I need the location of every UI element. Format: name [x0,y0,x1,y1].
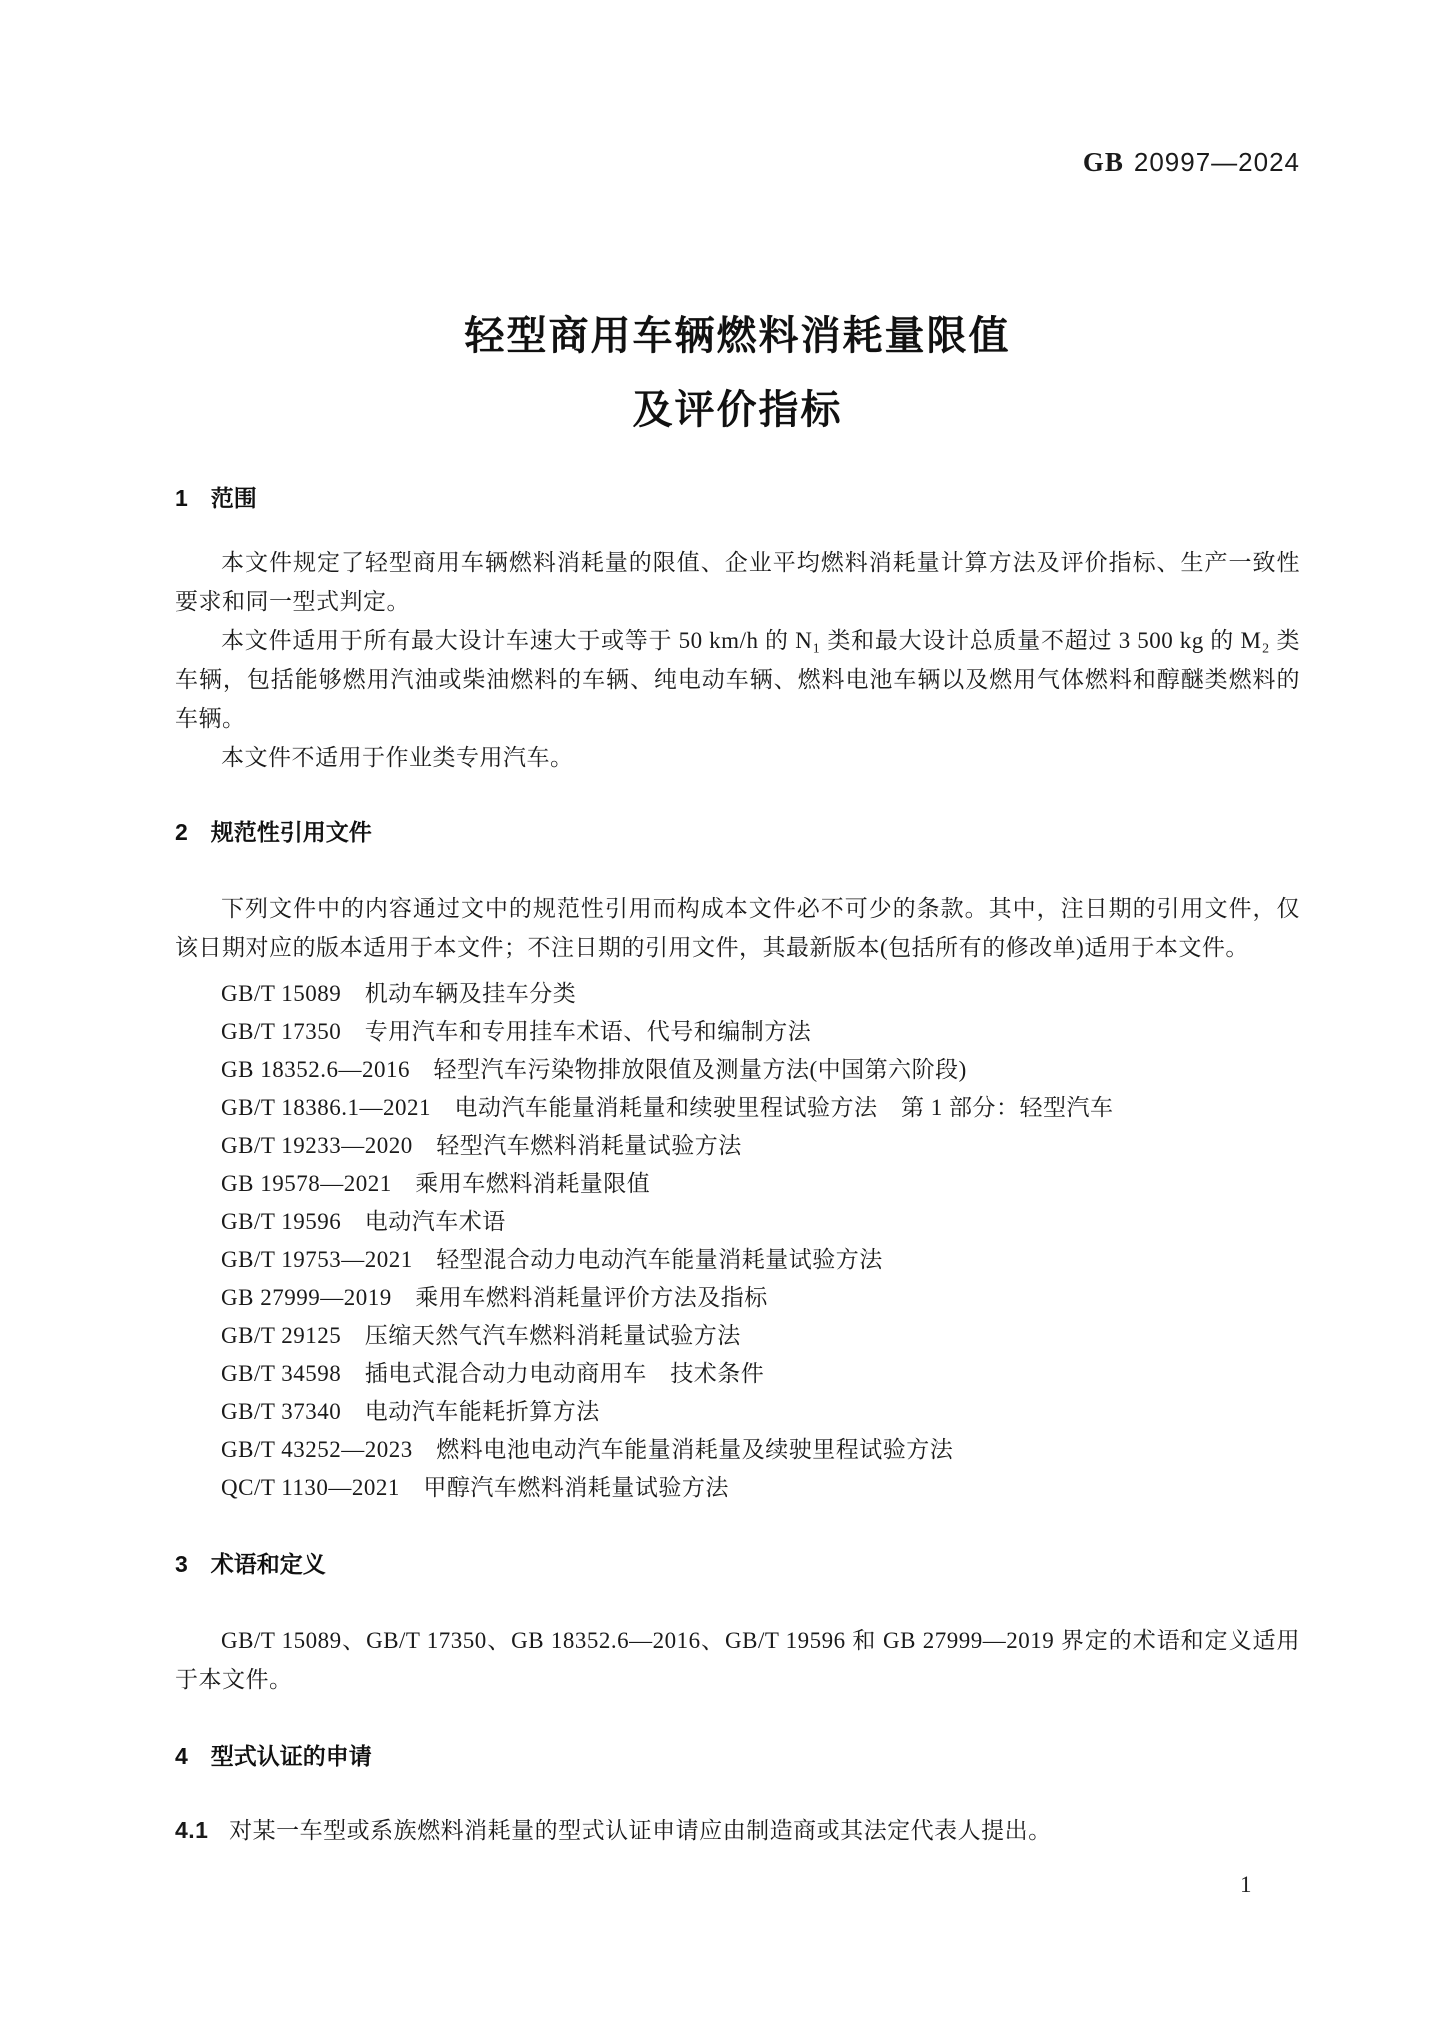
document-title-line1: 轻型商用车辆燃料消耗量限值 [464,314,1011,358]
section-2-intro: 下列文件中的内容通过文中的规范性引用而构成本文件必不可少的条款。其中，注日期的引用文件，仅该日期对应的版本适用于本文件；不注日期的引用文件，其最新版本(包括所有的修改单)适用于本文件。 [175,896,1300,960]
section-4-heading: 4 型式认证的申请 [175,1743,372,1769]
doc-code-number: 20997—2024 [1133,147,1300,177]
document-title [175,299,1300,447]
section-2-heading: 2 规范性引用文件 [175,819,372,845]
reference-item: GB 18352.6—2016 轻型汽车污染物排放限值及测量方法(中国第六阶段) [221,1057,967,1082]
document-title-line2: 及评价指标 [632,388,843,432]
reference-item: GB/T 37340 电动汽车能耗折算方法 [221,1399,600,1424]
reference-item: GB/T 17350 专用汽车和专用挂车术语、代号和编制方法 [221,1019,812,1044]
reference-item: GB/T 34598 插电式混合动力电动商用车 技术条件 [221,1361,765,1386]
reference-item: QC/T 1130—2021 甲醇汽车燃料消耗量试验方法 [221,1475,729,1500]
section-1-paragraph-2: 本文件适用于所有最大设计车速大于或等于 50 km/h 的 N₁ 类和最大设计总质量不超过 3 500 kg 的 M₂ 类车辆，包括能够燃用汽油或柴油燃料的车辆、纯电动车辆、燃料电池车辆以及燃用气体燃料和醇醚类燃料的车辆。 [175,628,1300,731]
section-3-paragraph-1: GB/T 15089、GB/T 17350、GB 18352.6—2016、GB/T 19596 和 GB 27999—2019 界定的术语和定义适用于本文件。 [175,1628,1300,1692]
section-3-heading: 3 术语和定义 [175,1551,326,1577]
reference-item: GB/T 19596 电动汽车术语 [221,1209,506,1234]
clause-4-1 [175,1811,1300,1850]
reference-item: GB 19578—2021 乘用车燃料消耗量限值 [221,1171,651,1196]
reference-item: GB/T 15089 机动车辆及挂车分类 [221,981,577,1006]
page-number: 1 [1240,1872,1252,1897]
reference-item: GB/T 19753—2021 轻型混合动力电动汽车能量消耗量试验方法 [221,1247,883,1272]
reference-item: GB 27999—2019 乘用车燃料消耗量评价方法及指标 [221,1285,768,1310]
doc-code-prefix: GB [1082,147,1124,177]
reference-item: GB/T 19233—2020 轻型汽车燃料消耗量试验方法 [221,1133,742,1158]
section-1-heading: 1 范围 [175,485,257,511]
section-1-paragraph-3: 本文件不适用于作业类专用汽车。 [221,745,574,770]
reference-item: GB/T 43252—2023 燃料电池电动汽车能量消耗量及续驶里程试验方法 [221,1437,954,1462]
clause-4-1-text: 对某一车型或系族燃料消耗量的型式认证申请应由制造商或其法定代表人提出。 [229,1818,1052,1843]
normative-reference-list [175,975,1300,1507]
reference-item: GB/T 18386.1—2021 电动汽车能量消耗量和续驶里程试验方法 第 1 部分：轻型汽车 [221,1095,1114,1120]
doc-code-header [175,148,1300,181]
section-1-paragraph-1: 本文件规定了轻型商用车辆燃料消耗量的限值、企业平均燃料消耗量计算方法及评价指标、生产一致性要求和同一型式判定。 [175,550,1300,614]
reference-item: GB/T 29125 压缩天然气汽车燃料消耗量试验方法 [221,1323,741,1348]
clause-4-1-number: 4.1 [175,1817,209,1843]
